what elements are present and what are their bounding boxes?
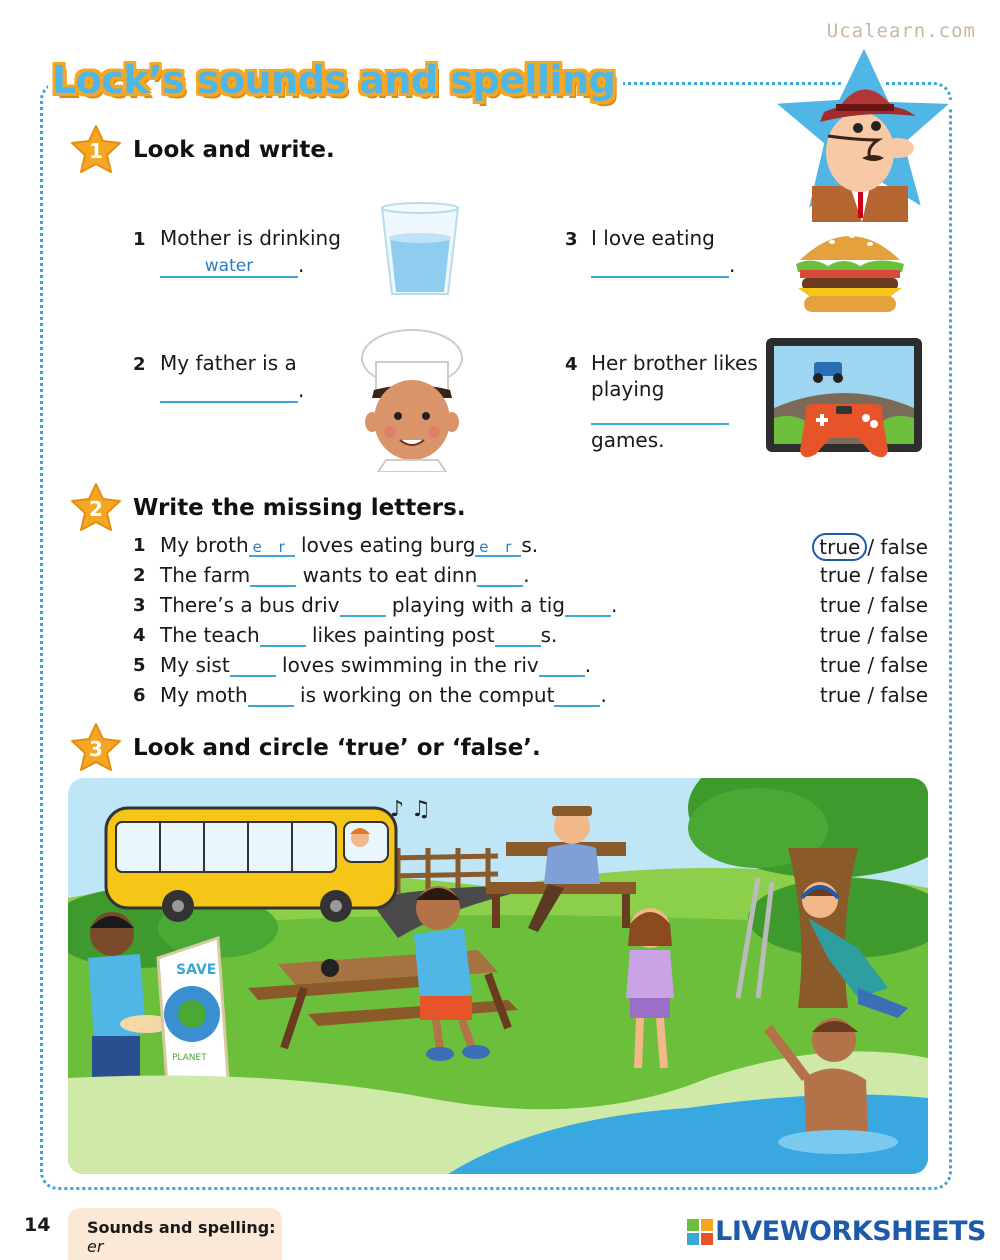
row-number: 4: [133, 625, 146, 646]
liveworksheets-logo-text: LIVEWORKSHEETS: [715, 1216, 986, 1247]
blank-b[interactable]: [554, 687, 600, 707]
page-title: Lock’s sounds and spelling: [52, 58, 616, 102]
liveworksheets-logo[interactable]: [687, 1216, 986, 1247]
item-1-answer-line: [160, 252, 304, 278]
poster-text: SAVE: [176, 962, 217, 978]
item-4-answer-line: [591, 399, 729, 425]
item-1-end: .: [298, 253, 305, 277]
blank-b[interactable]: [539, 657, 585, 677]
true-false-choice[interactable]: true / false: [819, 563, 928, 587]
true-false-choice[interactable]: true / false: [819, 593, 928, 617]
blank-a[interactable]: [340, 597, 386, 617]
section-2-number: 2: [89, 497, 103, 521]
true-false-choice[interactable]: true / false: [819, 623, 928, 647]
page-number: 14: [24, 1214, 51, 1236]
blank-a[interactable]: [250, 567, 296, 587]
missing-letters-row-5: [133, 653, 928, 683]
item-2-end: .: [298, 378, 305, 402]
video-game-picture: [766, 338, 924, 466]
row-text: My broth e r loves eating burg e r s.: [160, 533, 539, 557]
item-4-answer[interactable]: [591, 403, 729, 425]
section-1-number: 1: [89, 139, 103, 163]
section-2-star-badge: [70, 482, 122, 534]
item-2-answer[interactable]: [160, 381, 298, 403]
true-false-choice[interactable]: true / false: [819, 683, 928, 707]
section-3-star-badge: [70, 722, 122, 774]
blank-b[interactable]: [495, 627, 541, 647]
row-number: 5: [133, 655, 146, 676]
section-3-number: 3: [89, 737, 103, 761]
chef-picture: [356, 326, 468, 472]
row-number: 1: [133, 535, 146, 556]
row-text: The farm wants to eat dinn .: [160, 563, 530, 587]
section-1-title: Look and write.: [133, 137, 335, 163]
footer-label-em: er: [87, 1237, 104, 1256]
footer-label: Sounds and spelling:: [87, 1218, 276, 1237]
poster-text-2: PLANET: [172, 1053, 207, 1063]
item-1-text: Mother is drinking: [160, 226, 341, 250]
item-1-answer[interactable]: water: [160, 256, 298, 278]
circled-true[interactable]: true: [812, 533, 867, 561]
item-3-end: .: [729, 253, 736, 277]
row-text: My moth is working on the comput .: [160, 683, 607, 707]
item-2-text: My father is a: [160, 351, 297, 375]
blank-a[interactable]: e r: [249, 537, 295, 557]
row-number: 6: [133, 685, 146, 706]
missing-letters-row-1: [133, 533, 928, 563]
footer-tab: [68, 1208, 282, 1260]
item-4-number: 4: [565, 354, 578, 375]
blank-b[interactable]: [477, 567, 523, 587]
blank-a[interactable]: [230, 657, 276, 677]
item-3-answer-line: [591, 252, 735, 278]
item-2-number: 2: [133, 354, 146, 375]
item-4-text: Her brother likes: [591, 351, 758, 375]
true-false-choice[interactable]: [820, 533, 928, 561]
item-2-answer-line: [160, 377, 304, 403]
missing-letters-row-6: [133, 683, 928, 713]
missing-letters-row-2: [133, 563, 928, 593]
watermark: Ucalearn.com: [826, 20, 976, 42]
blank-a[interactable]: [248, 687, 294, 707]
row-text: There’s a bus driv playing with a tig .: [160, 593, 618, 617]
missing-letters-row-4: [133, 623, 928, 653]
row-number: 2: [133, 565, 146, 586]
liveworksheets-logo-icon: [687, 1219, 713, 1245]
item-3-text: I love eating: [591, 226, 715, 250]
item-4-text2: playing: [591, 377, 665, 401]
park-scene-illustration: [68, 778, 928, 1174]
item-1-number: 1: [133, 229, 146, 250]
lock-character-illustration: [766, 40, 962, 222]
section-2-title: Write the missing letters.: [133, 495, 466, 521]
section-3-title: Look and circle ‘true’ or ‘false’.: [133, 735, 541, 761]
row-number: 3: [133, 595, 146, 616]
glass-of-water-picture: [378, 202, 462, 298]
blank-a[interactable]: [260, 627, 306, 647]
blank-b[interactable]: e r: [475, 537, 521, 557]
item-4-after: games.: [591, 428, 665, 452]
blank-b[interactable]: [565, 597, 611, 617]
section-1-star-badge: [70, 124, 122, 176]
row-text: The teach likes painting post s.: [160, 623, 558, 647]
svg-text:♪ ♫: ♪ ♫: [390, 797, 431, 822]
item-3-number: 3: [565, 229, 578, 250]
item-3-answer[interactable]: [591, 256, 729, 278]
false-choice[interactable]: / false: [867, 535, 928, 559]
row-text: My sist loves swimming in the riv .: [160, 653, 592, 677]
title-wrap: [48, 58, 623, 102]
missing-letters-row-3: [133, 593, 928, 623]
burger-picture: [792, 220, 908, 314]
true-false-choice[interactable]: true / false: [819, 653, 928, 677]
